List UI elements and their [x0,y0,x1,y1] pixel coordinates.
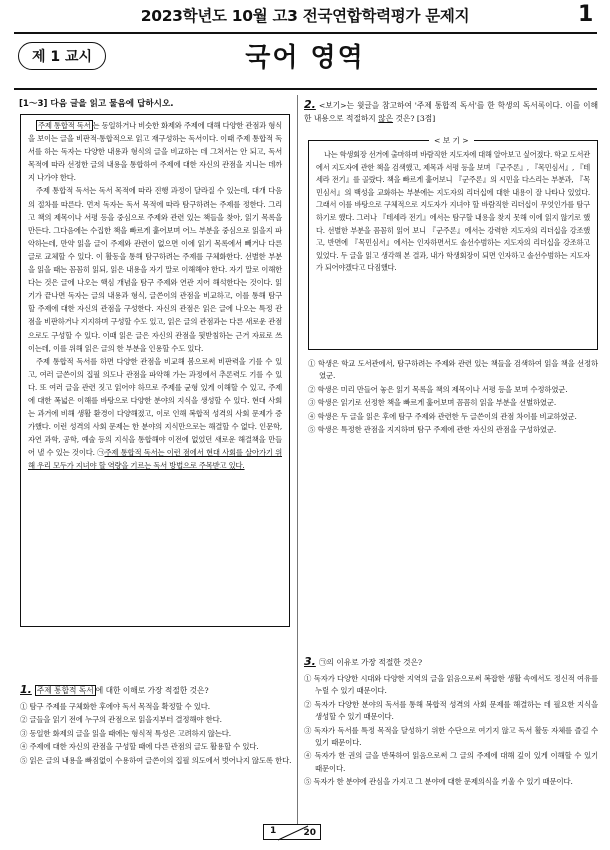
option-2-4[interactable]: ④ 학생은 두 글을 읽은 후에 탐구 주제와 관련한 두 글쓴이의 관점 차이를 비교하였군. [308,411,577,421]
subject-title: 국어 영역 [245,43,365,73]
key-term: 주제 통합적 독서 [38,121,91,130]
option-3-2[interactable]: ② 독자가 다양한 분야의 독서를 통해 복합적 성격의 사회 문제를 해결하는 데 필요한 지식을 생성할 수 있기 때문이다. [304,699,598,722]
bogi-label: < 보 기 > [429,135,474,146]
question-3-number: 3. [304,655,316,668]
passage-p1-text: 는 동일하거나 비슷한 화제와 주제에 대해 다양한 관점과 형식을 보이는 글을 비판적·통합적으로 읽고 재구성하는 독서이다. 이때 주제 통합적 독서를 하는 독자는 다양한 내용과 형식의 글을 비교하는 데 그쳐서는 안 되고, 독서 목적에 따라 선정한 글의 내용을 통합하여 주제에 대한 자신의 관점을 지니는 데까지 나가야 한다. [28,121,282,183]
passage-paragraph-3 [28,355,282,473]
passage-paragraph-1 [28,119,282,184]
passage-box [20,114,290,627]
option-3-4[interactable]: ④ 독자가 한 권의 글을 반복하여 읽음으로써 그 글의 주제에 대해 깊이 있게 이해할 수 있기 때문이다. [304,751,598,773]
question-3-stem: ㉠의 이유로 가장 적절한 것은? [318,658,423,667]
page-number: 1 [578,2,594,27]
option-2-3[interactable]: ③ 학생은 읽기로 선정한 책을 빠르게 훑어보며 꼼꼼히 읽을 부분을 선별하였군. [308,398,557,408]
question-1 [20,683,292,768]
page-footer [263,824,321,840]
passage-p3-text: 주제 통합적 독서를 하면 다양한 관점을 비교해 봄으로써 비판력을 기를 수 있고, 여러 글쓴이의 집필 의도나 관점을 파악해 가는 과정에서 추론력도 기를 수 있다. 또 여러 글을 관련 짓고 읽어야 하므로 주제를 균형 있게 이해할 수 있고, 주제에 대한 폭넓은 이해를 바탕으로 다양한 분야의 지식을 생성할 수 있다. 현대 사회는 과거에 비해 생활 환경이 다양해졌고, 이로 인해 복합적 성격의 사회 문제가 증가했다. 이런 성격의 사회 문제는 한 분야의 지식만으로는 해결할 수 없다. 인문학, 자연 과학, 공학, 예술 등의 지식을 통합해야 이전에 없었던 새로운 해결책을 만들어 낼 수 있는 것이다. [28,356,282,458]
header-rule [14,32,597,34]
option-3-3[interactable]: ③ 독자가 독서를 특정 목적을 달성하기 위한 수단으로 여기지 않고 독서 활동 자체를 즐길 수 있기 때문이다. [304,725,598,748]
option-1-5[interactable]: ⑤ 읽은 글의 내용을 빠짐없이 수용하여 글쓴이의 집필 의도에서 벗어나지 않도록 한다. [20,755,292,765]
option-1-2[interactable]: ② 글들을 읽기 전에 누구의 관점으로 읽을지부터 결정해야 한다. [20,715,222,725]
option-3-1[interactable]: ① 독자가 다양한 시대와 다양한 지역의 글을 읽음으로써 복잡한 생활 속에서도 정신적 여유를 누릴 수 있기 때문이다. [304,674,598,696]
exam-header-title: 2023학년도 10월 고3 전국연합학력평가 문제지 [140,7,470,25]
question-2-number: 2. [304,98,316,111]
session-badge: 제 1 교시 [18,42,106,70]
bogi-text: 나는 학생회장 선거에 출마하며 바람직한 지도자에 대해 알아보고 싶어졌다. 학교 도서관에서 지도자에 관한 책을 검색했고, 제목과 서평 등을 보며 『군주론』, 『목민심서』, 『테세라 전기』를 골랐다. 책을 빠르게 훑어보니 『군주론』의 시민을 다스리는 부분과, 『목민심서』의 백성을 교화하는 부분에는 지도자의 리더십에 대한 내용이 잘 나타나 있었다. 그래서 이를 바탕으로 구체적으로 지도자가 지녀야 할 바람직한 리더십이 무엇인가를 탐구하기로 했다. 그러나 『테세라 전기』에서는 탐구할 내용을 찾지 못해 이에 읽지 않기로 했다. 선별한 부분을 꼼꼼히 읽어 보니 『군주론』에서는 강력한 지도자의 리더십을 강조했고, 반면에 『목민심서』에서는 인자하면서도 솔선수범하는 지도자의 리더십을 강조하고 있었다. 두 글을 읽고 생각해 본 결과, 내가 학생회장이 되면 인자하고 솔선수범하는 지도자가 되어야겠다고 다짐했다. [316,150,590,273]
question-1-number: 1. [20,683,32,696]
question-2-stem-b: 것은? [3점] [393,114,436,123]
subject-rule [14,88,597,90]
question-1-stem: 에 대한 이해로 가장 적절한 것은? [95,686,209,695]
question-2-stem-a: <보기>는 윗글을 참고하여 '주제 통합적 독서'를 한 학생의 독서록이다. 이를 이해한 내용으로 적절하지 [304,101,598,123]
option-2-5[interactable]: ⑤ 학생은 특정한 관점을 지지하며 탐구 주제에 관한 자신의 관점을 구성하였군. [308,425,557,435]
footer-current-page: 1 [270,826,277,836]
passage-paragraph-2: 주제 통합적 독서는 독서 목적에 따라 진행 과정이 달라질 수 있는데, 대개 다음의 절차를 따른다. 먼저 독자는 독서 목적에 따라 탐구하려는 주제를 정한다. 그리고 책의 제목이나 서평 등을 중심으로 주제와 관련 있는 책들을 찾아, 읽기 목록을 만든다. 그다음에는 수집한 책을 빠르게 훑어보며 어느 부분을 중심으로 읽을지 파악하는데, 만약 읽을 글이 주제와 관련이 없으면 이에 읽기 목록에서 빼거나 다른 글로 교체할 수 있다. 이 활동을 통해 탐구하려는 주제를 구체화한다. 선별한 부분을 읽을 때는 꼼꼼히 읽되, 읽은 내용을 자기 말로 이해해야 한다. 자기 말로 이해한다는 것은 글에 나오는 핵심 개념을 탐구 주제와 연관 지어 해석한다는 것이다. 읽기가 끝나면 독자는 글의 내용과 형식, 글쓴이의 관점을 비교하고, 이를 통해 탐구할 주제에 대한 자신의 관점을 구성한다. 자신의 관점은 읽은 글에 나오는 특정 관점을 비판하거나 지지하며 구성할 수도 있고, 읽은 글의 관점과는 다른 새로운 관점으로도 구성할 수 있다. 이때 읽은 글은 자신의 관점을 뒷받침하는 근거 자료로 쓰이는데, 이를 위해 읽은 글의 한 부분을 인용할 수도 있다. [28,186,282,353]
option-2-1[interactable]: ① 학생은 학교 도서관에서, 탐구하려는 주제와 관련 있는 책들을 검색하여 읽을 책을 선정하였군. [308,359,598,381]
question-2-options [308,358,598,437]
option-3-5[interactable]: ⑤ 독자가 한 분야에 관심을 가지고 그 분야에 대한 문제의식을 키울 수 있기 때문이다. [304,777,573,787]
option-1-3[interactable]: ③ 동일한 화제의 글을 읽을 때에는 형식적 특성은 고려하지 않는다. [20,728,231,738]
option-1-4[interactable]: ④ 주제에 대한 자신의 관점을 구성할 때에 다른 관점의 글도 활용할 수 있다. [20,742,259,752]
question-2-stem [304,98,598,125]
question-3 [304,655,598,790]
instruction: [1～3] 다음 글을 읽고 물음에 답하시오. [19,99,174,109]
question-2-stem-emphasis: 않은 [378,114,394,123]
bogi-box [308,136,598,350]
underlined-sentence: 주제 통합적 독서는 이런 점에서 현대 사회를 살아가기 위해 우리 모두가 지녀야 할 역량을 기르는 독서 방법으로 주목받고 있다. [28,448,282,471]
question-1-key-term: 주제 통합적 독서 [36,686,94,695]
footer-total-pages: 20 [303,828,316,838]
marker-giyeok: ㉠ [97,448,105,458]
option-1-1[interactable]: ① 탐구 주제를 구체화한 후에야 독서 목적을 확정할 수 있다. [20,702,210,711]
column-divider [297,95,298,825]
option-2-2[interactable]: ② 학생은 미리 만들어 놓은 읽기 목록을 책의 제목이나 서평 등을 보며 수정하였군. [308,384,568,394]
